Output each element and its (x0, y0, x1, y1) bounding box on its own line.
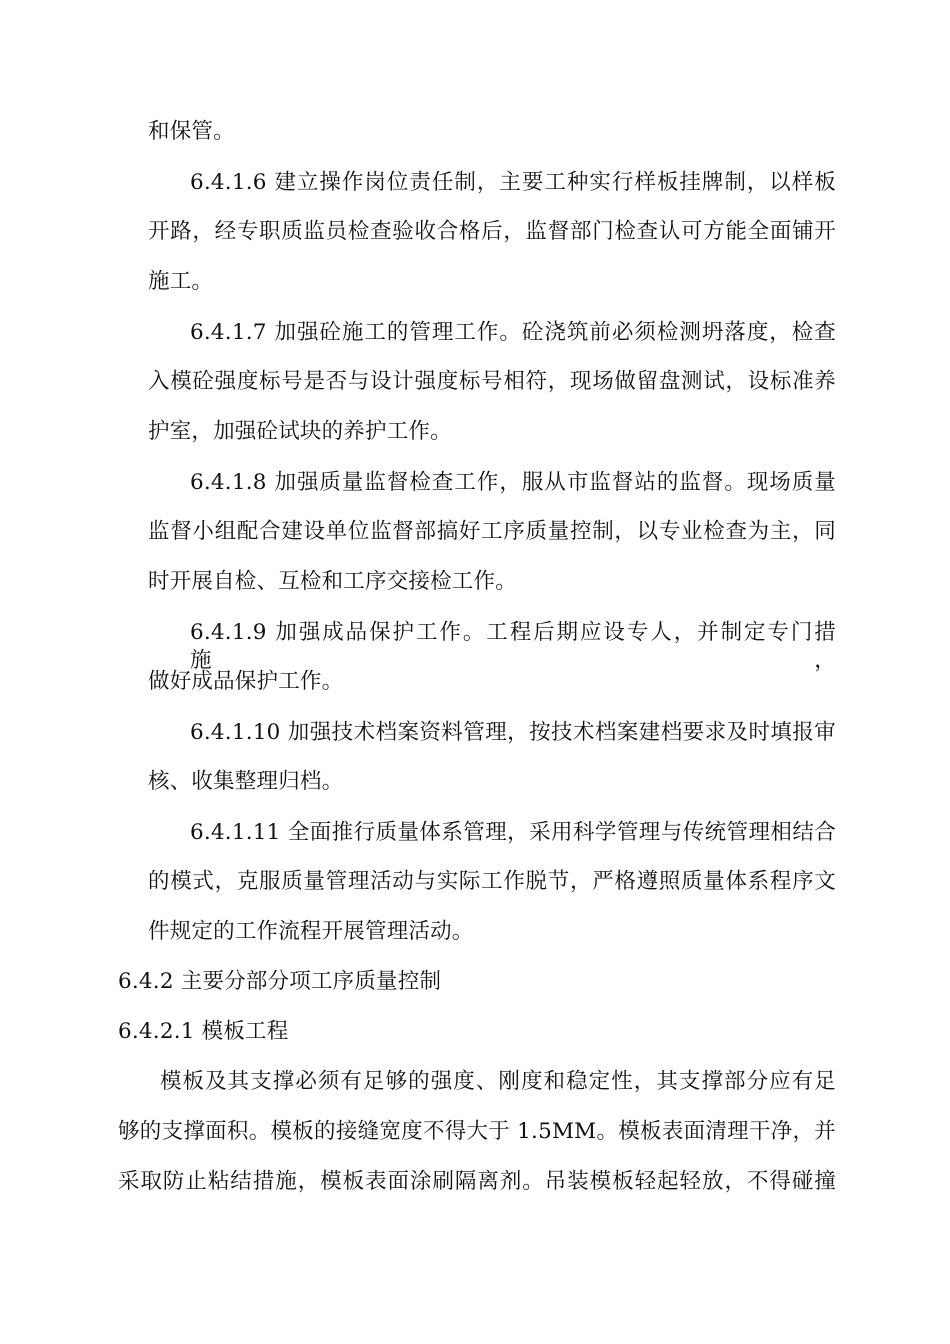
subsection-heading: 6.4.2.1 模板工程 (118, 1019, 289, 1044)
text-line: 和保管。 (148, 119, 235, 144)
text-line: 够的支撑面积。模板的接缝宽度不得大于 1.5MM。模板表面清理干净，并 (118, 1119, 836, 1144)
text-line: 监督小组配合建设单位监督部搞好工序质量控制，以专业检查为主，同 (148, 519, 836, 544)
text-line: 采取防止粘结措施，模板表面涂刷隔离剂。吊装模板轻起轻放，不得碰撞 (118, 1169, 836, 1194)
text-line: 6.4.1.7 加强砼施工的管理工作。砼浇筑前必须检测坍落度，检查 (190, 320, 836, 345)
text-line: 6.4.1.9 加强成品保护工作。工程后期应设专人，并制定专门措施， (190, 620, 836, 673)
text-line: 的模式，克服质量管理活动与实际工作脱节，严格遵照质量体系程序文 (148, 869, 836, 894)
text-line: 施工。 (148, 269, 214, 294)
text-line: 6.4.1.10 加强技术档案资料管理，按技术档案建档要求及时填报审 (190, 720, 836, 745)
text-line: 做好成品保护工作。 (148, 669, 344, 694)
text-line: 6.4.1.8 加强质量监督检查工作，服从市监督站的监督。现场质量 (190, 470, 836, 495)
text-line: 件规定的工作流程开展管理活动。 (148, 919, 474, 944)
text-line: 6.4.1.11 全面推行质量体系管理，采用科学管理与传统管理相结合 (190, 820, 836, 845)
text-line: 护室，加强砼试块的养护工作。 (148, 419, 452, 444)
text-line: 开路，经专职质监员检查验收合格后，监督部门检查认可方能全面铺开 (148, 219, 836, 244)
text-line: 入模砼强度标号是否与设计强度标号相符，现场做留盘测试，设标准养 (148, 369, 836, 394)
text-line: 核、收集整理归档。 (148, 769, 344, 794)
section-heading: 6.4.2 主要分部分项工序质量控制 (118, 969, 442, 994)
text-line: 时开展自检、互检和工序交接检工作。 (148, 569, 517, 594)
text-line: 6.4.1.6 建立操作岗位责任制，主要工种实行样板挂牌制，以样板 (190, 170, 836, 195)
text-line: 模板及其支撑必须有足够的强度、刚度和稳定性，其支撑部分应有足 (160, 1069, 836, 1094)
